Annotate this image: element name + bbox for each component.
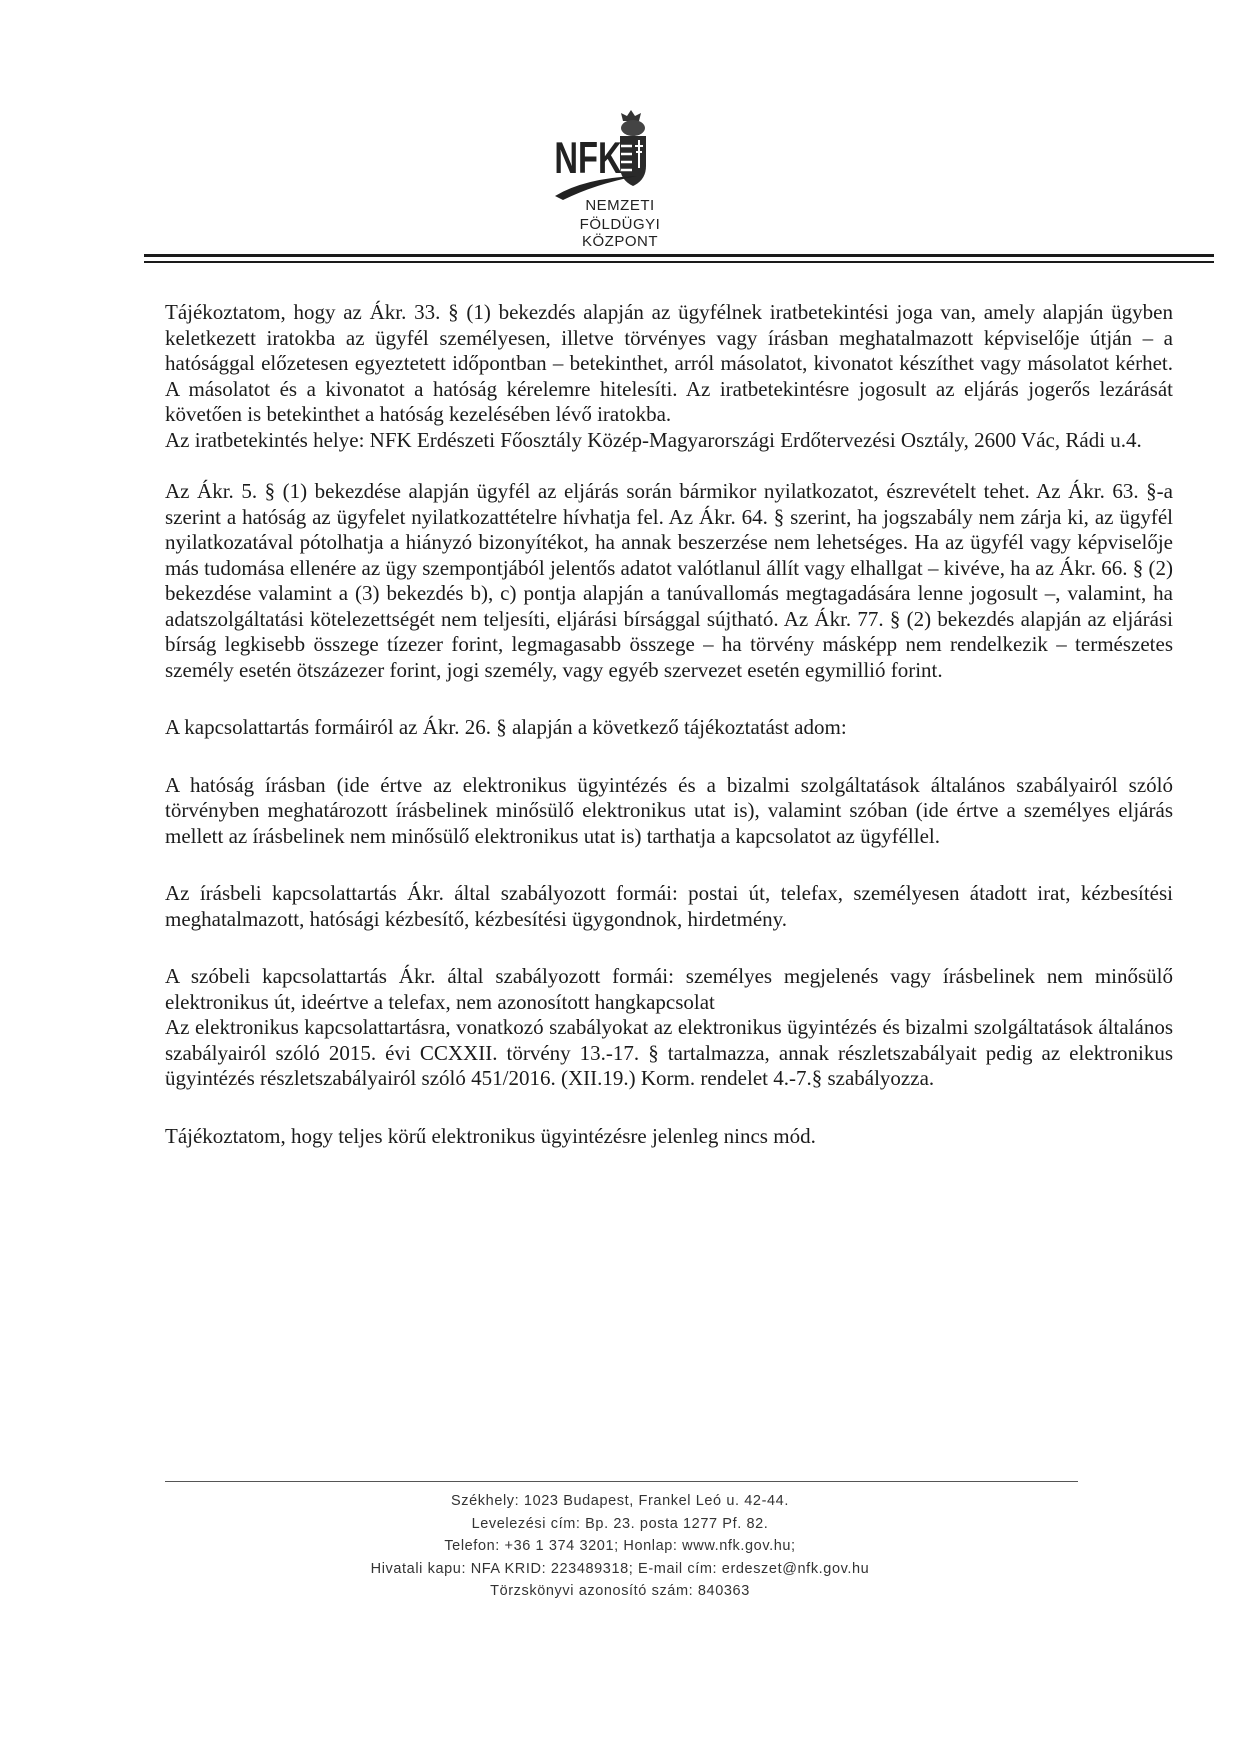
footer-rule — [165, 1481, 1078, 1482]
paragraph-nyilatkozat: Az Ákr. 5. § (1) bekezdése alapján ügyfél az eljárás során bármikor nyilatkozatot, észrevételt tehet. Az Ákr. 63. §-a szerint a hatóság az ügyfelet nyilatkozattételre hívhatja fel. Az Ákr. 64. § szerint, ha jogszabály nem zárja ki, az ügyfél nyilatkozatával pótolhatja a hiányzó bizonyítékot, ha annak beszerzése nem lehetséges. Ha az ügyfél vagy képviselője más tudomása ellenére az ügy szempontjából jelentős adatot valótlanul állít vagy elhallgat – kivéve, ha az Ákr. 66. § (2) bekezdése valamint a (3) bekezdés b), c) pontja alapján a tanúvallomás megtagadására lenne jogosult –, valamint, ha adatszolgáltatási kötelezettségét nem teljesíti, eljárási bírsággal sújtható. Az Ákr. 77. § (2) bekezdés alapján az eljárási bírság legkisebb összege tízezer forint, legmagasabb összege – ha törvény másképp nem rendelkezik – természetes személy esetén ötszázezer forint, jogi személy, vagy egyéb szervezet esetén egymillió forint. — [165, 479, 1173, 682]
spacer — [165, 1092, 1173, 1124]
spacer — [165, 932, 1173, 964]
org-name-line2: FÖLDÜGYI KÖZPONT — [579, 216, 661, 250]
paragraph-zaro: Tájékoztatom, hogy teljes körű elektronikus ügyintézésre jelenleg nincs mód. — [165, 1123, 816, 1148]
header-rule-thin — [144, 261, 1214, 263]
spacer — [165, 683, 1173, 715]
paragraph-kapcsolattartas-intro: A kapcsolattartás formáiról az Ákr. 26. § alapján a következő tájékoztatást adom: — [165, 715, 847, 739]
org-name-line1: NEMZETI — [585, 197, 655, 214]
spacer — [165, 849, 1173, 881]
spacer — [165, 741, 1173, 773]
footer-phone-web: Telefon: +36 1 374 3201; Honlap: www.nfk.gov.hu; — [444, 1538, 796, 1554]
paragraph-iratbetekintes: Tájékoztatom, hogy az Ákr. 33. § (1) bekezdés alapján az ügyfélnek iratbetekintési joga van, amely alapján ügyben keletkezett iratokba az ügyfél személyesen, illetve törvényes vagy írásban meghatalmazott képviselője útján – a hatósággal előzetesen egyeztetett időpontban – betekinthet, arról másolatot, kivonatot készíthet vagy másolatot kérhet. A másolatot és a kivonatot a hatóság kérelemre hitelesíti. Az iratbetekintésre jogosult az eljárás jogerős lezárását követően is betekinthet a hatóság kezelésében lévő iratokba. — [165, 300, 1173, 426]
header-rule-thick — [144, 254, 1214, 257]
paragraph-hatosag-irasban: A hatóság írásban (ide értve az elektronikus ügyintézés és a bizalmi szolgáltatások általános szabályairól szóló törvényben meghatározott írásbelinek minősülő elektronikus utat is), valamint szóban (ide értve a személyes eljárás mellett az írásbelinek nem minősülő elektronikus utat is) tarthatja a kapcsolatot az ügyféllel. — [165, 772, 1173, 848]
logo-letters: NFK — [554, 134, 622, 184]
document-body — [165, 300, 1173, 1149]
paragraph-elektronikus: Az elektronikus kapcsolattartásra, vonatkozó szabályokat az elektronikus ügyintézés és bizalmi szolgáltatások általános szabályairól szóló 2015. évi CCXXII. törvény 13.-17. § tartalmazza, annak részletszabályait pedig az elektronikus ügyintézés részletszabályairól szóló 451/2016. (XII.19.) Korm. rendelet 4.-7.§ szabályozza. — [165, 1015, 1173, 1090]
paragraph-szobeli-formai: A szóbeli kapcsolattartás Ákr. által szabályozott formái: személyes megjelenés vagy írásbelinek nem minősülő elektronikus út, ideértve a telefax, nem azonosított hangkapcsolat — [165, 964, 1173, 1014]
footer-address: Székhely: 1023 Budapest, Frankel Leó u. 42-44. — [451, 1493, 789, 1509]
footer-contact — [290, 1490, 950, 1603]
paragraph-irasbeli-formai: Az írásbeli kapcsolattartás Ákr. által szabályozott formái: postai út, telefax, személyesen átadott irat, kézbesítési meghatalmazott, hatósági kézbesítő, kézbesítési ügygondnok, hirdetmény. — [165, 881, 1173, 931]
footer-krid-email: Hivatali kapu: NFA KRID: 223489318; E-mail cím: erdeszet@nfk.gov.hu — [370, 1560, 870, 1577]
paragraph-iratbetekintes-helye: Az iratbetekintés helye: NFK Erdészeti Főosztály Közép-Magyarországi Erdőtervezési Osztály, 2600 Vác, Rádi u.4. — [165, 427, 1142, 452]
footer-registry-number: Törzskönyvi azonosító szám: 840363 — [490, 1583, 750, 1599]
spacer — [165, 453, 1173, 479]
footer-mailing-address: Levelezési cím: Bp. 23. posta 1277 Pf. 82. — [471, 1515, 769, 1532]
